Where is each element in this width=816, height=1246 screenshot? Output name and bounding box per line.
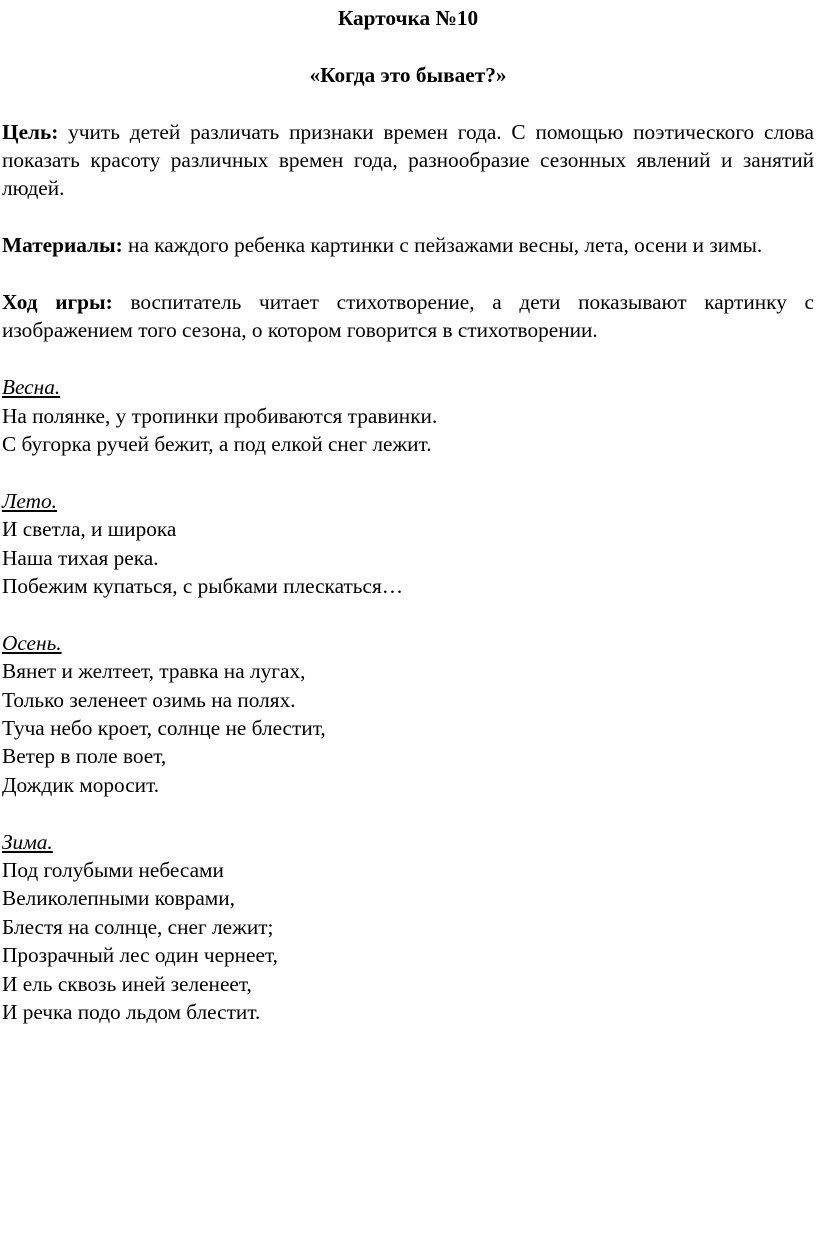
materials-paragraph: [2, 231, 814, 259]
goal-label: Цель:: [2, 119, 59, 144]
poem-line: Туча небо кроет, солнце не блестит,: [2, 716, 326, 741]
poem-line: Под голубыми небесами: [2, 858, 224, 883]
autumn-title: Осень.: [2, 630, 62, 655]
poem-line: Побежим купаться, с рыбками плескаться…: [2, 574, 404, 599]
poem-line: Вянет и желтеет, травка на лугах,: [2, 659, 306, 684]
procedure-label: Ход игры:: [2, 290, 113, 314]
spacer: [2, 600, 814, 628]
winter-title: Зима.: [2, 829, 53, 854]
poem-line: Блестя на солнце, снег лежит;: [2, 914, 274, 939]
poem-line: И речка подо льдом блестит.: [2, 1000, 261, 1025]
card-number-title: Карточка №10: [337, 6, 479, 30]
poem-autumn: [2, 629, 814, 799]
poem-line: На полянке, у тропинки пробиваются травинки.: [2, 403, 438, 428]
spacer: [2, 458, 814, 486]
poem-line: Ветер в поле воет,: [2, 744, 167, 769]
goal-text: учить детей различать признаки времен года. С помощью поэтического слова показать красоту различных времен года, разнообразие сезонных явлений и занятий людей.: [2, 119, 814, 201]
procedure-text: воспитатель читает стихотворение, а дети показывают картинку с изображением того сезона, о котором говорится в стихотворении.: [2, 290, 814, 343]
poem-line: Прозрачный лес один чернеет,: [2, 943, 278, 968]
spacer: [2, 203, 814, 231]
poem-winter: [2, 828, 814, 1027]
poem-line: Дождик моросит.: [2, 772, 160, 797]
poem-line: С бугорка ручей бежит, а под елкой снег лежит.: [2, 432, 432, 457]
spacer: [2, 89, 814, 117]
spacer: [2, 260, 814, 288]
poem-line: Великолепными коврами,: [2, 886, 235, 911]
materials-label: Материалы:: [2, 233, 123, 258]
poem-line: И ель сквозь иней зеленеет,: [2, 971, 252, 996]
goal-paragraph: [2, 118, 814, 203]
spring-title: Весна.: [2, 375, 61, 400]
summer-title: Лето.: [2, 488, 57, 513]
materials-text: на каждого ребенка картинки с пейзажами весны, лета, осени и зимы.: [122, 233, 763, 258]
poem-line: И светла, и широка: [2, 517, 177, 542]
game-title: «Когда это бывает?»: [309, 62, 507, 87]
poem-summer: [2, 487, 814, 601]
poem-spring: [2, 373, 814, 458]
spacer: [2, 799, 814, 827]
poem-line: Наша тихая река.: [2, 545, 159, 570]
procedure-paragraph: [2, 288, 814, 345]
poem-line: Только зеленеет озимь на полях.: [2, 687, 296, 712]
spacer: [2, 345, 814, 373]
spacer: [2, 32, 814, 60]
